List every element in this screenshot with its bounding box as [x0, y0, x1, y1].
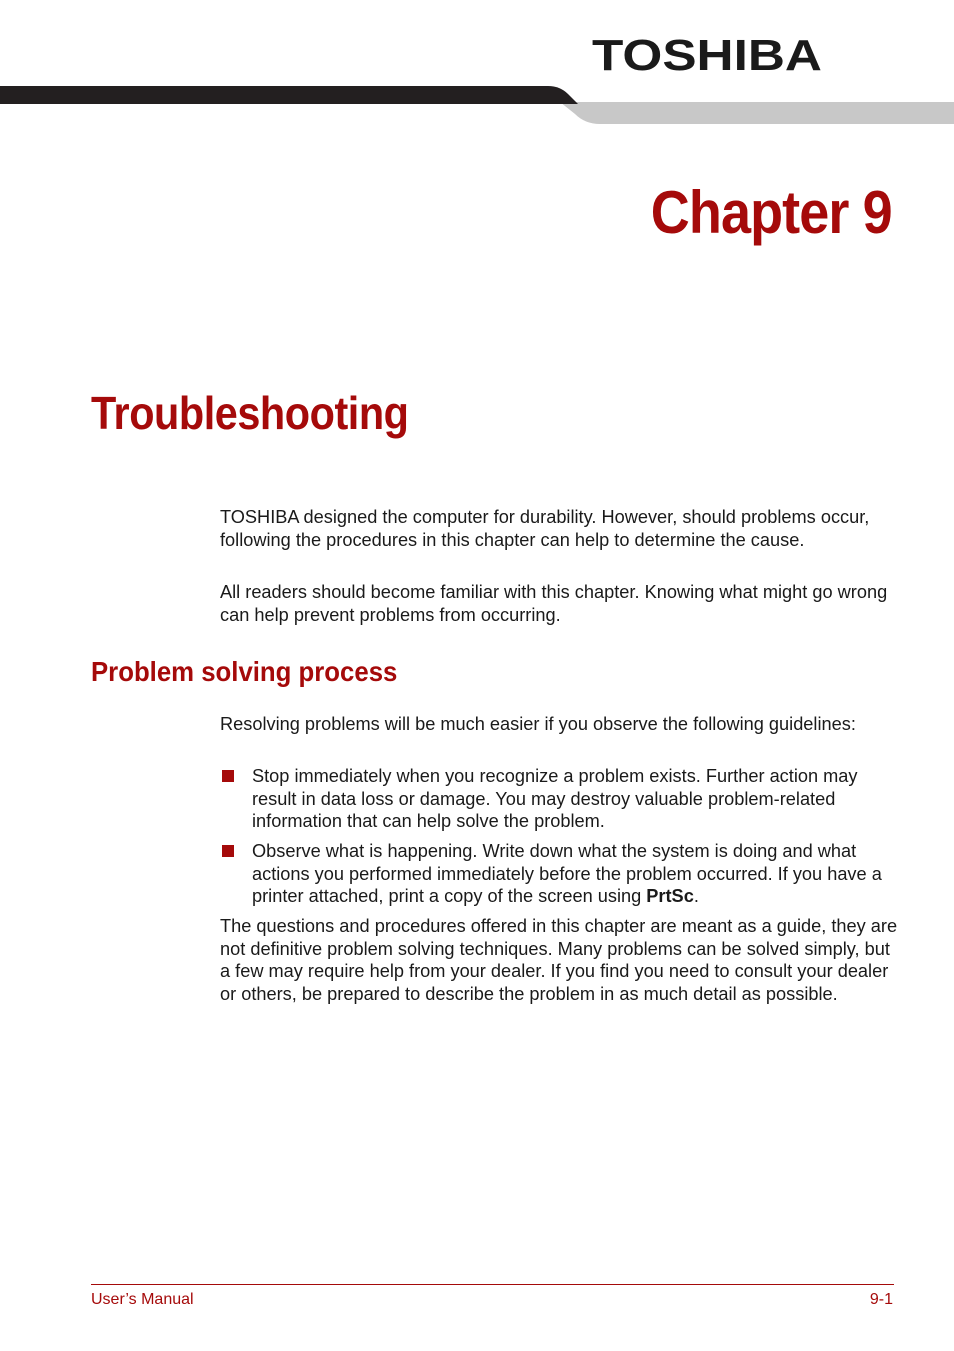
- page-title: Troubleshooting: [91, 387, 409, 439]
- bullet-item: [220, 765, 900, 833]
- intro-paragraph-1: TOSHIBA designed the computer for durability. However, should problems occur, following the procedures in this chapter can help to determine the cause.: [220, 507, 870, 550]
- intro-paragraph-2: All readers should become familiar with this chapter. Knowing what might go wrong can help prevent problems from occurring.: [220, 582, 888, 625]
- bullet-text-end: .: [693, 886, 699, 906]
- closing-paragraph: The questions and procedures offered in this chapter are meant as a guide, they are not definitive problem solving techniques. Many problems can be solved simply, but a few may require help from your dealer. If you find you need to consult your dealer or others, be prepared to describe the problem in as much detail as possible.: [220, 916, 898, 1004]
- toshiba-logo: [592, 33, 824, 75]
- banner-dark-bar: [0, 86, 578, 104]
- header-banner: [0, 84, 954, 126]
- key-name: PrtSc: [646, 886, 694, 906]
- bullet-item: [220, 840, 900, 908]
- bullet-square-icon: [222, 770, 234, 782]
- footer-manual-label: User’s Manual: [91, 1291, 194, 1308]
- banner-light-bar: [560, 102, 954, 124]
- bullet-square-icon: [222, 845, 234, 857]
- section-heading: Problem solving process: [91, 656, 398, 687]
- section-lead: Resolving problems will be much easier if you observe the following guidelines:: [220, 714, 856, 734]
- chapter-title: Chapter 9: [651, 179, 892, 246]
- footer-page-number: 9-1: [869, 1291, 893, 1308]
- bullet-text: [252, 840, 900, 908]
- footer-divider: [91, 1284, 894, 1285]
- bullet-text: Stop immediately when you recognize a problem exists. Further action may result in data loss or damage. You may destroy valuable problem-related information that can help solve the problem.: [252, 766, 858, 831]
- logo-text: TOSHIBA: [592, 33, 822, 75]
- bullet-text-part: Observe what is happening. Write down what the system is doing and what actions you performed immediately before the problem occurred. If you have a printer attached, print a copy of the screen using: [252, 841, 882, 906]
